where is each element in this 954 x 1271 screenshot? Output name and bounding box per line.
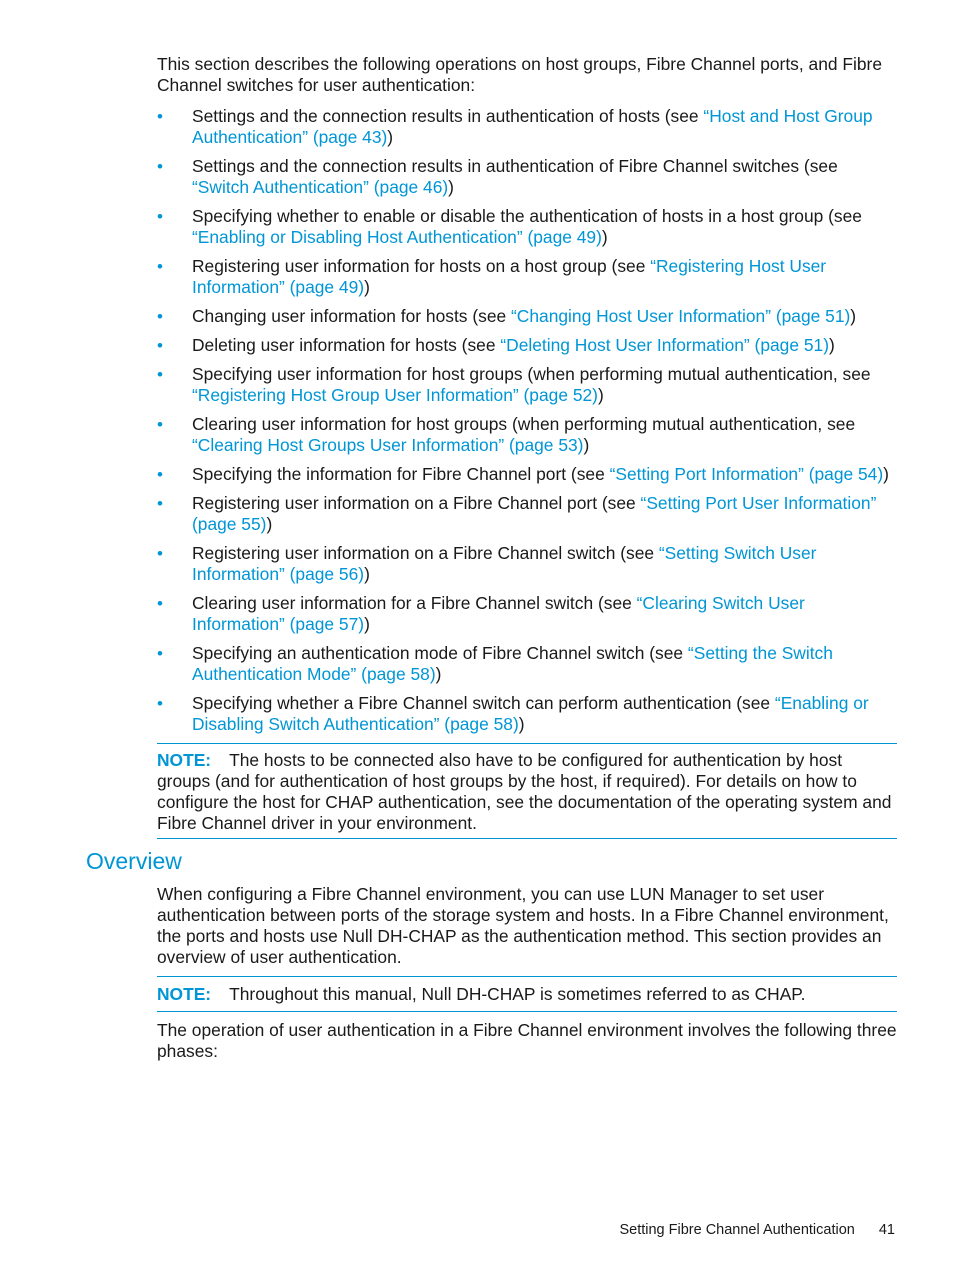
footer-title: Setting Fibre Channel Authentication bbox=[619, 1222, 855, 1238]
bullet-icon: • bbox=[157, 365, 163, 384]
list-item: • Specifying user information for host groups (when performing mutual authentication, see “Registering Host Group User Information” (page 52)) bbox=[157, 364, 871, 405]
list-item: • Registering user information for hosts on a host group (see “Registering Host User Information” (page 49)) bbox=[157, 256, 827, 297]
page-number: 41 bbox=[878, 1222, 895, 1238]
list-item: • Registering user information on a Fibre Channel switch (see “Setting Switch User Information” (page 56)) bbox=[157, 543, 817, 584]
bullet-icon: • bbox=[157, 307, 163, 326]
bullet-icon: • bbox=[157, 694, 163, 713]
note-box bbox=[157, 743, 897, 839]
operations-list bbox=[157, 106, 897, 735]
cross-reference-link[interactable]: “Clearing Switch User Information” (page 57) bbox=[192, 593, 805, 634]
list-item: • Clearing user information for a Fibre Channel switch (see “Clearing Switch User Information” (page 57)) bbox=[157, 593, 805, 634]
cross-reference-link[interactable]: “Setting Port Information” (page 54) bbox=[609, 464, 884, 484]
cross-reference-link[interactable]: “Registering Host Group User Information” (page 52) bbox=[192, 385, 598, 405]
section-heading: Overview bbox=[86, 848, 182, 874]
list-item: • Specifying an authentication mode of Fibre Channel switch (see “Setting the Switch Authentication Mode” (page 58)) bbox=[157, 643, 833, 684]
list-item: • Clearing user information for host groups (when performing mutual authentication, see “Clearing Host Groups User Information” (page 53)) bbox=[157, 414, 856, 455]
cross-reference-link[interactable]: “Changing Host User Information” (page 51) bbox=[511, 306, 851, 326]
list-item: • Specifying the information for Fibre Channel port (see “Setting Port Information” (page 54)) bbox=[157, 464, 889, 484]
bullet-icon: • bbox=[157, 107, 163, 126]
bullet-icon: • bbox=[157, 207, 163, 226]
cross-reference-link[interactable]: “Setting Switch User Information” (page 56) bbox=[192, 543, 817, 584]
cross-reference-link[interactable]: “Switch Authentication” (page 46) bbox=[192, 177, 449, 197]
intro-paragraph: This section describes the following operations on host groups, Fibre Channel ports, and Fibre Channel switches for user authentication: bbox=[157, 54, 883, 95]
list-item: • Registering user information on a Fibre Channel port (see “Setting Port User Information” (page 55)) bbox=[157, 493, 877, 534]
bullet-icon: • bbox=[157, 336, 163, 355]
cross-reference-link[interactable]: “Setting the Switch Authentication Mode” (page 58) bbox=[192, 643, 833, 684]
bullet-icon: • bbox=[157, 594, 163, 613]
note-box bbox=[157, 976, 897, 1012]
cross-reference-link[interactable]: “Host and Host Group Authentication” (page 43) bbox=[192, 106, 873, 147]
phases-paragraph: The operation of user authentication in a Fibre Channel environment involves the following three phases: bbox=[157, 1020, 897, 1061]
bullet-icon: • bbox=[157, 257, 163, 276]
list-item: • Settings and the connection results in authentication of hosts (see “Host and Host Group Authentication” (page 43)) bbox=[157, 106, 873, 147]
overview-content bbox=[157, 884, 897, 1062]
note-label: NOTE: bbox=[157, 984, 212, 1004]
page-footer bbox=[619, 1222, 895, 1238]
bullet-icon: • bbox=[157, 465, 163, 484]
cross-reference-link[interactable]: “Enabling or Disabling Host Authentication” (page 49) bbox=[192, 227, 602, 247]
bullet-icon: • bbox=[157, 544, 163, 563]
cross-reference-link[interactable]: “Setting Port User Information” (page 55) bbox=[192, 493, 877, 534]
list-item: • Deleting user information for hosts (see “Deleting Host User Information” (page 51)) bbox=[157, 335, 835, 355]
note-text: The hosts to be connected also have to be configured for authentication by host groups (and for authentication of host groups by the host, if required). For details on how to configure the host for CHAP authentication, see the documentation of the operating system and Fibre Channel driver in your environment. bbox=[157, 750, 892, 833]
bullet-icon: • bbox=[157, 415, 163, 434]
list-item: • Changing user information for hosts (see “Changing Host User Information” (page 51)) bbox=[157, 306, 857, 326]
bullet-icon: • bbox=[157, 494, 163, 513]
cross-reference-link[interactable]: “Enabling or Disabling Switch Authentication” (page 58) bbox=[192, 693, 869, 734]
note-label: NOTE: bbox=[157, 750, 212, 770]
section-content bbox=[157, 54, 897, 839]
bullet-icon: • bbox=[157, 644, 163, 663]
overview-paragraph: When configuring a Fibre Channel environment, you can use LUN Manager to set user authentication between ports of the storage system and hosts. In a Fibre Channel environment, the ports and hosts use Null DH-CHAP as the authentication method. This section provides an overview of user authentication. bbox=[157, 884, 889, 967]
list-item: • Settings and the connection results in authentication of Fibre Channel switches (see “Switch Authentication” (page 46)) bbox=[157, 156, 838, 197]
bullet-icon: • bbox=[157, 157, 163, 176]
list-item: • Specifying whether to enable or disable the authentication of hosts in a host group (see “Enabling or Disabling Host Authentication” (page 49)) bbox=[157, 206, 862, 247]
note-text: Throughout this manual, Null DH-CHAP is sometimes referred to as CHAP. bbox=[229, 984, 806, 1004]
cross-reference-link[interactable]: “Registering Host User Information” (page 49) bbox=[192, 256, 827, 297]
cross-reference-link[interactable]: “Deleting Host User Information” (page 51) bbox=[500, 335, 829, 355]
cross-reference-link[interactable]: “Clearing Host Groups User Information” (page 53) bbox=[192, 435, 584, 455]
list-item: • Specifying whether a Fibre Channel switch can perform authentication (see “Enabling or Disabling Switch Authentication” (page 58)) bbox=[157, 693, 869, 734]
